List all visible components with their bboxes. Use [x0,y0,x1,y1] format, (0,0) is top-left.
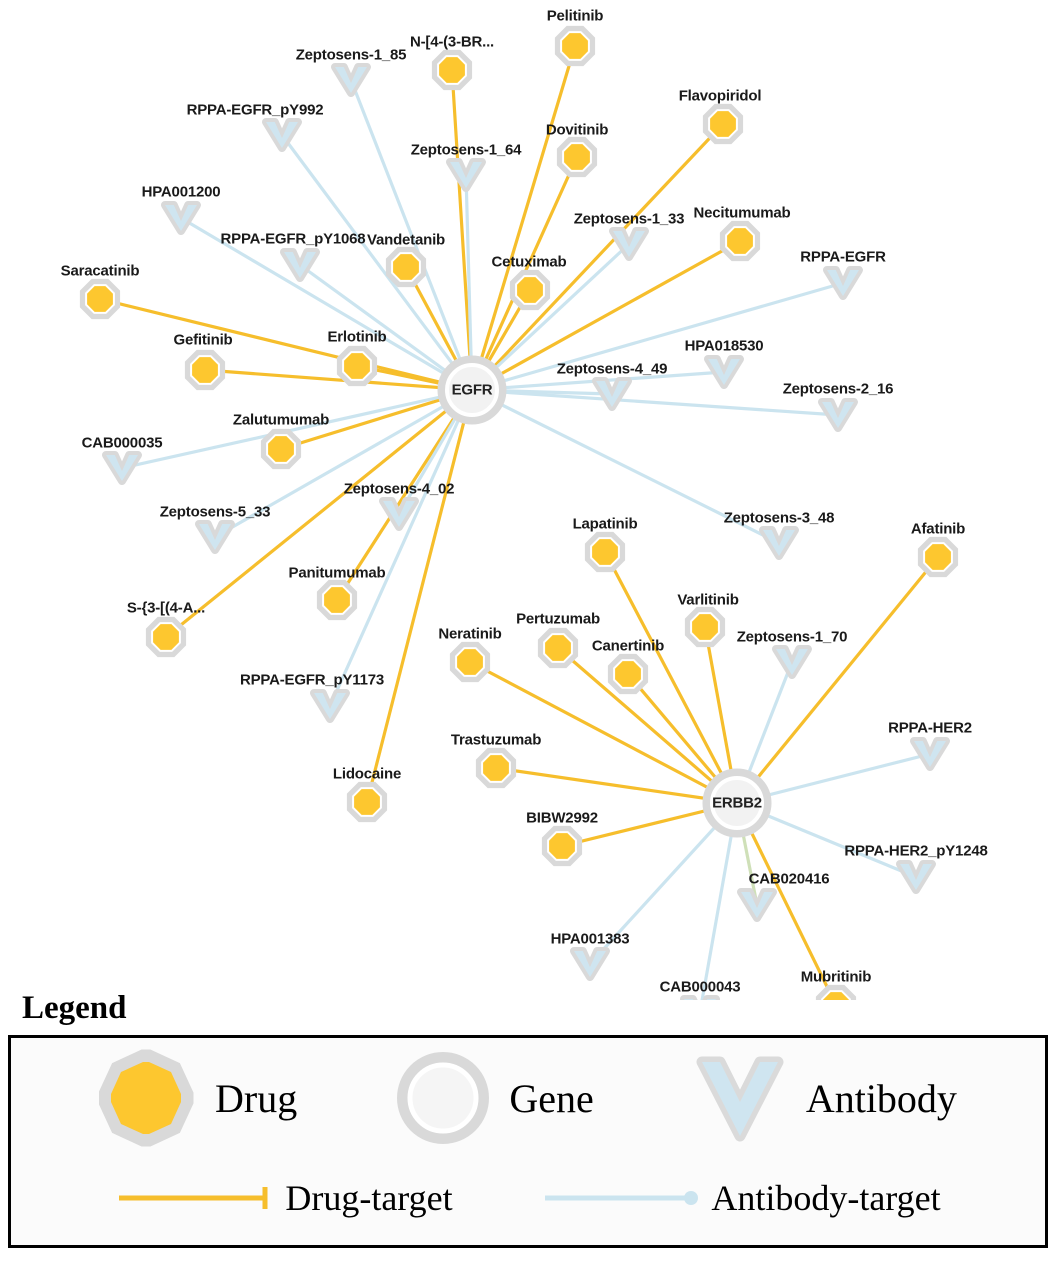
drug-node[interactable] [86,285,114,313]
drug-node[interactable] [482,754,510,782]
edge-antibody-target-0 [351,80,472,390]
legend-item-antibody-target [541,1177,940,1219]
drug-node[interactable] [563,143,591,171]
antibody-label-zeptosens-2-16: Zeptosens-2_16 [782,380,894,398]
drug-label-saracatinib: Saracatinib [60,262,140,280]
drug-target-edge-icon [115,1183,275,1213]
legend-label-drug-target: Drug-target [285,1178,453,1218]
legend-item-gene [393,1048,593,1148]
antibody-label-zeptosens-1-64: Zeptosens-1_64 [410,141,522,159]
drug-icon [99,1048,199,1148]
drug-node[interactable] [343,352,371,380]
antibody-target-edge-icon [541,1183,701,1213]
drug-label-vandetanib: Vandetanib [366,231,446,249]
drug-node[interactable] [709,110,737,138]
drug-node[interactable] [924,543,952,571]
drug-label-bibw2992: BIBW2992 [526,809,598,827]
drug-label-necitumumab: Necitumumab [693,204,791,222]
drug-label-pertuzumab: Pertuzumab [516,610,600,628]
edge-antibody-target-13 [472,390,779,543]
antibody-label-cab000035: CAB000035 [81,434,163,452]
gene-node[interactable] [712,778,762,828]
antibody-label-hpa001200: HPA001200 [141,183,221,201]
legend-item-antibody [690,1048,957,1148]
antibody-label-zeptosens-3-48: Zeptosens-3_48 [723,509,835,527]
drug-label-panitumumab: Panitumumab [288,564,386,582]
legend-title: Legend [22,990,127,1026]
antibody-label-zeptosens-1-33: Zeptosens-1_33 [573,210,685,228]
drug-label-dovitinib: Dovitinib [545,121,609,139]
node-layer [83,29,954,1000]
drug-label-trastuzumab: Trastuzumab [450,731,542,749]
edge-antibody-target-9 [472,390,838,415]
drug-node[interactable] [191,356,219,384]
antibody-label-rppa-egfr-py1173: RPPA-EGFR_pY1173 [239,671,385,689]
legend-box [8,1035,1048,1248]
drug-node[interactable] [516,276,544,304]
drug-node[interactable] [691,613,719,641]
legend-label-drug: Drug [215,1075,298,1121]
edge-drug-target-0 [472,46,575,390]
drug-label-n-4-3-br-: N-[4-(3-BR... [409,33,495,51]
drug-node[interactable] [353,788,381,816]
legend-node-row [11,1038,1045,1158]
drug-node[interactable] [456,648,484,676]
drug-node[interactable] [548,832,576,860]
drug-node[interactable] [267,435,295,463]
antibody-label-zeptosens-4-02: Zeptosens-4_02 [343,480,455,498]
drug-label-gefitinib: Gefitinib [173,331,233,349]
antibody-label-rppa-egfr-py992: RPPA-EGFR_pY992 [186,101,324,119]
antibody-label-hpa018530: HPA018530 [684,337,764,355]
legend-item-drug [99,1048,297,1148]
legend-label-antibody-target: Antibody-target [711,1178,941,1218]
drug-node[interactable] [438,56,466,84]
drug-label-s-3-4-a-: S-{3-[(4-A... [126,599,206,617]
drug-node[interactable] [726,227,754,255]
antibody-label-rppa-her2: RPPA-HER2 [888,719,972,737]
drug-label-pelitinib: Pelitinib [546,7,604,25]
antibody-label-rppa-egfr-py1068: RPPA-EGFR_pY1068 [220,230,366,248]
drug-label-zalutumumab: Zalutumumab [232,411,330,429]
gene-label-erbb2: ERBB2 [712,794,762,812]
antibody-icon [690,1048,790,1148]
drug-node[interactable] [544,634,572,662]
edge-drug-target-20 [367,390,472,802]
legend [8,990,1048,1248]
drug-label-lapatinib: Lapatinib [572,515,638,533]
drug-label-lidocaine: Lidocaine [332,765,402,783]
edge-drug-target-12 [737,557,938,803]
drug-label-mubritinib: Mubritinib [800,968,872,986]
edge-drug-target-2 [472,121,723,390]
antibody-label-cab000043: CAB000043 [659,978,741,996]
drug-node[interactable] [323,586,351,614]
drug-node[interactable] [152,623,180,651]
drug-label-neratinib: Neratinib [438,625,502,643]
legend-item-drug-target [115,1177,452,1219]
drug-node[interactable] [614,660,642,688]
drug-label-canertinib: Canertinib [591,637,665,655]
antibody-label-rppa-egfr: RPPA-EGFR [800,248,886,266]
antibody-label-cab020416: CAB020416 [748,870,830,888]
drug-node[interactable] [591,538,619,566]
edge-antibody-target-12 [215,390,472,537]
drug-label-flavopiridol: Flavopiridol [678,87,762,105]
antibody-label-hpa001383: HPA001383 [550,930,630,948]
gene-icon [393,1048,493,1148]
legend-label-gene: Gene [509,1075,594,1121]
antibody-label-zeptosens-4-49: Zeptosens-4_49 [556,360,668,378]
drug-label-varlitinib: Varlitinib [677,591,739,609]
drug-node[interactable] [561,32,589,60]
antibody-label-zeptosens-1-70: Zeptosens-1_70 [736,628,848,646]
gene-label-egfr: EGFR [451,381,493,399]
antibody-label-zeptosens-5-33: Zeptosens-5_33 [159,503,271,521]
drug-node[interactable] [392,253,420,281]
legend-edge-row [11,1158,1045,1238]
drug-label-erlotinib: Erlotinib [327,328,387,346]
antibody-label-zeptosens-1-85: Zeptosens-1_85 [295,46,407,64]
drug-label-afatinib: Afatinib [910,520,966,538]
gene-node[interactable] [447,365,497,415]
drug-label-cetuximab: Cetuximab [491,253,567,271]
antibody-label-rppa-her2-py1248: RPPA-HER2_pY1248 [844,842,988,860]
legend-label-antibody: Antibody [805,1075,957,1121]
